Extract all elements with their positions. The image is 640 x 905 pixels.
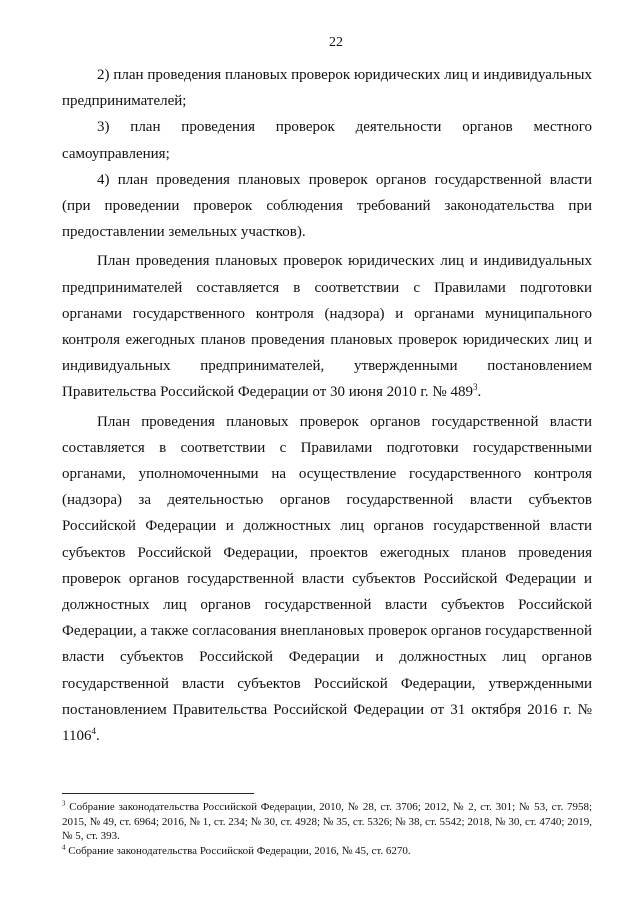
- document-body: [62, 62, 592, 749]
- paragraph-plan-state-authorities: 4) план проведения плановых проверок органов государственной власти (при проведении проверок соблюдения требований законодательства при предоставлении земельных участков).: [62, 171, 592, 241]
- sentence-end: .: [477, 384, 482, 401]
- sentence-end: .: [95, 728, 100, 745]
- paragraph-legal-entities-rules: [62, 248, 592, 405]
- footnote-3: [62, 800, 592, 844]
- footnote-text: Собрание законодательства Российской Федерации, 2016, № 45, ст. 6270.: [68, 844, 411, 857]
- footnote-separator: [62, 793, 254, 794]
- footnote-text: Собрание законодательства Российской Федерации, 2010, № 28, ст. 3706; 2012, № 2, ст. 301; № 53, ст. 7958; 2015, № 49, ст. 6964; 2016, № 1, ст. 234; № 30, ст. 4928; № 35, ст. 5326; № 38, ст. 5542; 2018, № 30, ст. 4740; 2019, № 5, ст. 393.: [62, 801, 593, 843]
- paragraph-plan-legal-entities: 2) план проведения плановых проверок юридических лиц и индивидуальных предпринимателей;: [62, 67, 592, 110]
- footnotes: [62, 800, 592, 858]
- paragraph-plan-local-government: 3) план проведения проверок деятельности органов местного самоуправления;: [62, 119, 592, 162]
- page-number: 22: [329, 35, 343, 50]
- footnote-marker: 3: [62, 799, 66, 808]
- footnote-marker: 4: [62, 843, 66, 852]
- paragraph-text: План проведения плановых проверок органов государственной власти составляется в соответствии с Правилами подготовки государственными органами, уполномоченными на осуществление государственного контроля (надзора) за деятельностью органов государственной власти субъектов Российской Федерации и должностных лиц органов государственной власти субъектов Российской Федерации, проектов ежегодных планов проведения проверок органов государственной власти субъектов Российской Федерации и должностных лиц органов государственной власти субъектов Российской Федерации, а также согласования внеплановых проверок органов государственной власти субъектов Российской Федерации и должностных лиц органов государственной власти субъектов Российской Федерации, утвержденными постановлением Правительства Российской Федерации от 31 октября 2016 г. № 1106: [62, 413, 592, 745]
- footnote-4: [62, 844, 592, 859]
- paragraph-state-authorities-rules: [62, 409, 592, 750]
- footnote-ref-4[interactable]: 4: [91, 726, 96, 737]
- footnote-ref-3[interactable]: 3: [472, 382, 478, 393]
- paragraph-text: План проведения плановых проверок юридических лиц и индивидуальных предпринимателей составляется в соответствии с Правилами подготовки органами государственного контроля (надзора) и органами муниципального контроля ежегодных планов проведения плановых проверок юридических лиц и индивидуальных предпринимателей, утвержденными постановлением Правительства Российской Федерации от 30 июня 2010 г. № 489: [62, 253, 592, 401]
